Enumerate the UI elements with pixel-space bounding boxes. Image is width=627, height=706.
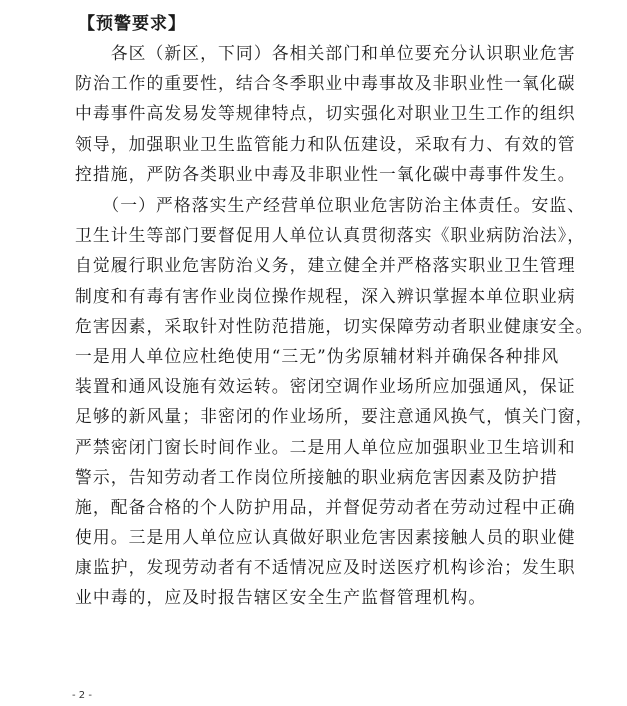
paragraph-line: 严禁密闭门窗长时间作业。二是用人单位应加强职业卫生培训和 (75, 436, 576, 457)
section-heading: 【预警要求】 (78, 14, 186, 34)
paragraph-line: 业中毒的，应及时报告辖区安全生产监督管理机构。 (75, 587, 487, 608)
paragraph-line: 领导，加强职业卫生监管能力和队伍建设，采取有力、有效的管 (75, 133, 576, 154)
paragraph-line: （一）严格落实生产经营单位职业危害防治主体责任。安监、 (75, 195, 586, 215)
paragraph-line: 警示，告知劳动者工作岗位所接触的职业病危害因素及防护措 (75, 466, 558, 487)
paragraph-line: 制度和有毒有害作业岗位操作规程，深入辨识掌握本单位职业病 (75, 285, 576, 306)
paragraph-warning-requirements (75, 38, 576, 189)
paragraph-line: 装置和通风设施有效运转。密闭空调作业场所应加强通风，保证 (75, 376, 576, 397)
page-number: - 2 - (72, 690, 92, 701)
paragraph-line: 足够的新风量；非密闭的作业场所，要注意通风换气，慎关门窗， (75, 406, 594, 427)
paragraph-line: 危害因素，采取针对性防范措施，切实保障劳动者职业健康安全。 (75, 315, 594, 336)
paragraph-line: 控措施，严防各类职业中毒及非职业性一氧化碳中毒事件发生。 (75, 163, 576, 184)
paragraph-line: 使用。三是用人单位应认真做好职业危害因素接触人员的职业健 (75, 527, 576, 548)
paragraph-line: 自觉履行职业危害防治义务，建立健全并严格落实职业卫生管理 (75, 255, 576, 276)
paragraph-line: 防治工作的重要性，结合冬季职业中毒事故及非职业性一氧化碳 (75, 73, 576, 94)
paragraph-line: 中毒事件高发易发等规律特点，切实强化对职业卫生工作的组织 (75, 103, 576, 124)
paragraph-line: 康监护，发现劳动者有不适情况应及时送医疗机构诊治；发生职 (75, 557, 576, 578)
paragraph-line: 卫生计生等部门要督促用人单位认真贯彻落实《职业病防治法》， (75, 225, 586, 246)
paragraph-line: 施，配备合格的个人防护用品，并督促劳动者在劳动过程中正确 (75, 496, 576, 517)
paragraph-item-one (75, 190, 594, 613)
paragraph-line: 一是用人单位应杜绝使用“三无”伪劣原辅材料并确保各种排风 (75, 345, 560, 366)
paragraph-line: 各区（新区，下同）各相关部门和单位要充分认识职业危害 (75, 43, 576, 63)
